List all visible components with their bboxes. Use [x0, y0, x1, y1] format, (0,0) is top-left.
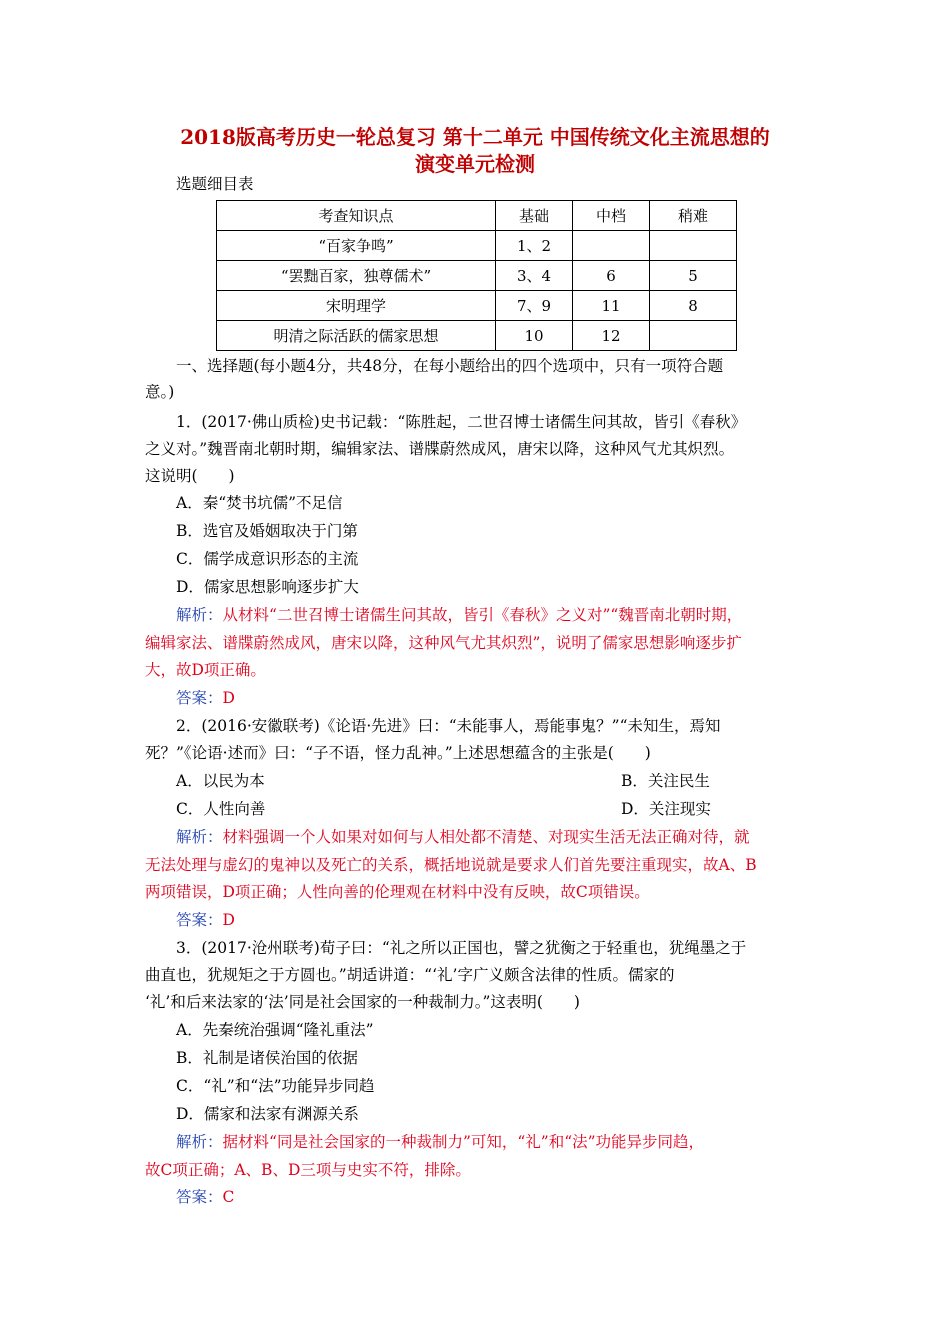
analysis-label: 解析： [176, 828, 223, 846]
analysis-line [176, 827, 856, 847]
table-cell [650, 321, 737, 351]
table-cell [650, 231, 737, 261]
table-header-row [217, 201, 737, 231]
option-a: A．先秦统治强调“隆礼重法” [176, 1021, 374, 1039]
table-cell: 10 [496, 321, 573, 351]
analysis-text: 编辑家法、谱牒蔚然成风，唐宋以降，这种风气尤其炽烈”，说明了儒家思想影响逐步扩 [145, 634, 742, 652]
analysis-text: 大，故D项正确。 [145, 661, 266, 679]
table-header-cell: 中档 [573, 201, 650, 231]
table-header-cell: 基础 [496, 201, 573, 231]
answer-value: C [222, 1188, 235, 1206]
option-c: C．“礼”和“法”功能异步同趋 [176, 1077, 375, 1095]
analysis-text: 两项错误，D项正确；人性向善的伦理观在材料中没有反映，故C项错误。 [145, 883, 650, 901]
answer-line [176, 688, 856, 708]
option-d: D．儒家思想影响逐步扩大 [176, 578, 359, 596]
option-c: C．人性向善 [176, 800, 266, 818]
document-title-line1: 2018版高考历史一轮总复习 第十二单元 中国传统文化主流思想的 [180, 125, 770, 149]
option-a: A．秦“焚书坑儒”不足信 [176, 494, 343, 512]
table-cell: 6 [573, 261, 650, 291]
option-b: B．礼制是诸侯治国的依据 [176, 1049, 358, 1067]
table-cell: “百家争鸣” [217, 231, 496, 261]
table-cell: 5 [650, 261, 737, 291]
question-stem: ‘礼’和后来法家的‘法’同是社会国家的一种裁制力。”这表明( ) [145, 993, 580, 1011]
option-c: C．儒学成意识形态的主流 [176, 550, 359, 568]
option-d: D．关注现实 [621, 800, 711, 818]
question-selection-table [216, 200, 737, 351]
question-stem: 之义对。”魏晋南北朝时期，编辑家法、谱牒蔚然成风，唐宋以降，这种风气尤其炽烈。 [145, 440, 735, 458]
table-cell: 11 [573, 291, 650, 321]
table-cell: 明清之际活跃的儒家思想 [217, 321, 496, 351]
table-row [217, 261, 737, 291]
analysis-text: 材料强调一个人如果对如何与人相处都不清楚、对现实生活无法正确对待，就 [222, 828, 750, 846]
question-stem: 3．(2017·沧州联考)荀子曰：“礼之所以正国也，譬之犹衡之于轻重也，犹绳墨之于 [176, 939, 747, 957]
question-stem: 死？”《论语·述而》曰：“子不语，怪力乱神。”上述思想蕴含的主张是( ) [145, 744, 651, 762]
question-stem: 这说明( ) [145, 467, 235, 485]
answer-value: D [222, 911, 235, 929]
section-heading: 一、选择题(每小题4分，共48分，在每小题给出的四个选项中，只有一项符合题 [176, 357, 724, 375]
question-stem: 1．(2017·佛山质检)史书记载：“陈胜起，二世召博士诸儒生问其故，皆引《春秋》 [176, 413, 747, 431]
analysis-line [176, 1132, 856, 1152]
answer-line [176, 910, 856, 930]
table-cell: 1、2 [496, 231, 573, 261]
table-header-cell: 考查知识点 [217, 201, 496, 231]
table-cell: 7、9 [496, 291, 573, 321]
analysis-text: 据材料“同是社会国家的一种裁制力”可知，“礼”和“法”功能异步同趋， [222, 1133, 705, 1151]
option-a: A．以民为本 [176, 772, 265, 790]
option-b: B．关注民生 [621, 772, 710, 790]
table-caption: 选题细目表 [176, 175, 254, 193]
option-row [176, 799, 856, 819]
table-row [217, 231, 737, 261]
table-header-cell: 稍难 [650, 201, 737, 231]
table-cell: 宋明理学 [217, 291, 496, 321]
option-d: D．儒家和法家有渊源关系 [176, 1105, 359, 1123]
analysis-line [176, 605, 856, 625]
option-row [176, 771, 856, 791]
question-stem: 2．(2016·安徽联考)《论语·先进》曰：“未能事人，焉能事鬼？”“未知生，焉知 [176, 717, 721, 735]
section-heading-cont: 意。) [145, 383, 175, 401]
table-cell: “罢黜百家，独尊儒术” [217, 261, 496, 291]
table-row [217, 321, 737, 351]
analysis-label: 解析： [176, 606, 223, 624]
document-title-line2: 演变单元检测 [415, 152, 535, 176]
answer-label: 答案： [176, 689, 223, 707]
analysis-text: 无法处理与虚幻的鬼神以及死亡的关系，概括地说就是要求人们首先要注重现实，故A、B [145, 856, 757, 874]
answer-line [176, 1187, 856, 1207]
table-cell: 12 [573, 321, 650, 351]
analysis-text: 故C项正确；A、B、D三项与史实不符，排除。 [145, 1161, 471, 1179]
table-cell: 3、4 [496, 261, 573, 291]
analysis-label: 解析： [176, 1133, 223, 1151]
question-stem: 曲直也，犹规矩之于方圆也。”胡适讲道：“‘礼’字广义颇含法律的性质。儒家的 [145, 966, 675, 984]
analysis-text: 从材料“二世召博士诸儒生问其故，皆引《春秋》之义对”“魏晋南北朝时期， [222, 606, 743, 624]
answer-value: D [222, 689, 235, 707]
option-b: B．选官及婚姻取决于门第 [176, 522, 358, 540]
table-cell: 8 [650, 291, 737, 321]
table-row [217, 291, 737, 321]
table-cell [573, 231, 650, 261]
answer-label: 答案： [176, 1188, 223, 1206]
answer-label: 答案： [176, 911, 223, 929]
